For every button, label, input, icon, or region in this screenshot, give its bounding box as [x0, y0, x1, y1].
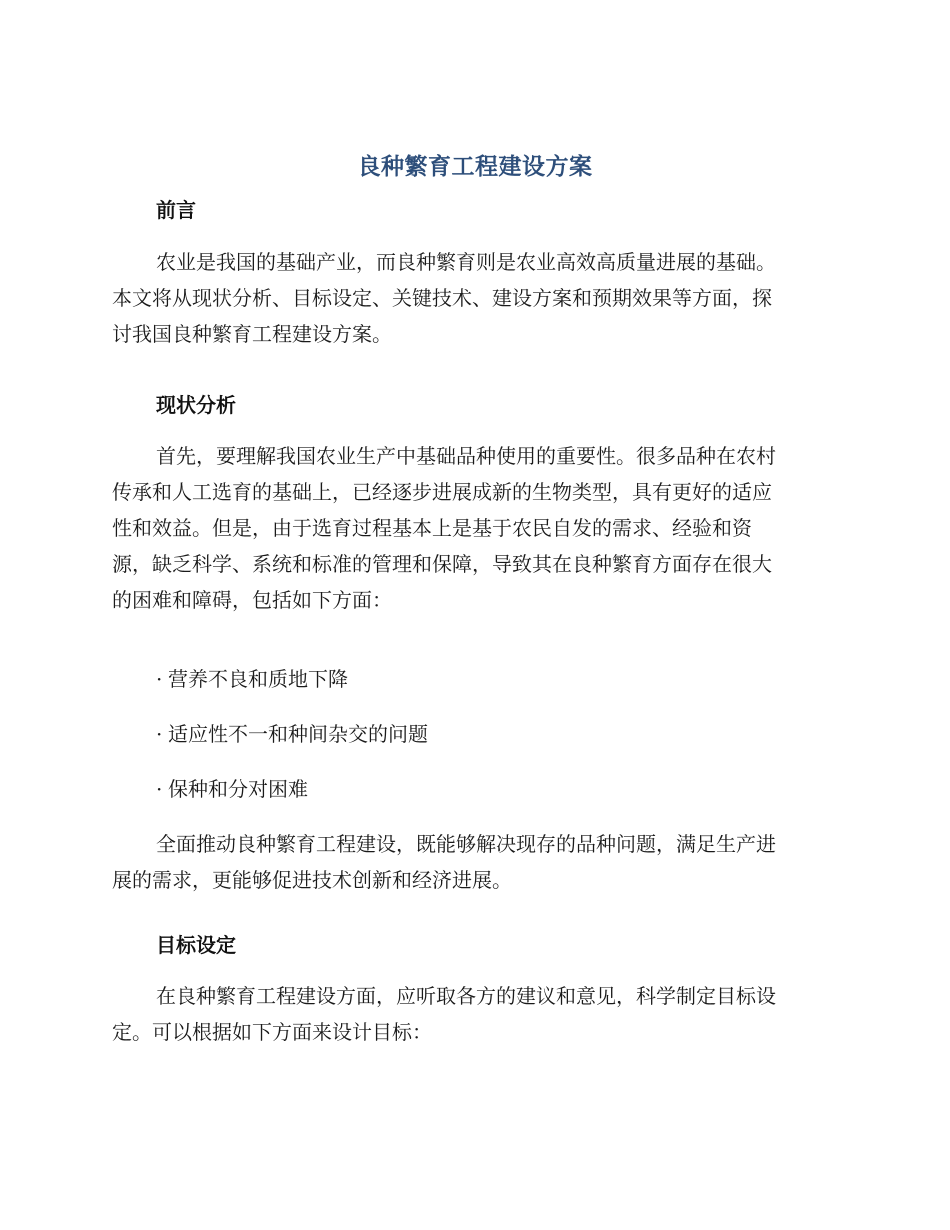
- document-title: 良种繁育工程建设方案: [357, 154, 593, 180]
- bullet-marker: ·: [156, 777, 163, 801]
- section-heading-goals: 目标设定: [156, 933, 236, 957]
- bullet-text: 营养不良和质地下降: [168, 667, 348, 691]
- bullet-marker: ·: [156, 667, 163, 691]
- paragraph-line: 本文将从现状分析、目标设定、关键技术、建设方案和预期效果等方面，探: [112, 286, 772, 310]
- paragraph-line: 农业是我国的基础产业，而良种繁育则是农业高效高质量进展的基础。: [156, 250, 776, 274]
- bullet-text: 适应性不一和种间杂交的问题: [168, 722, 428, 746]
- paragraph-line: 的困难和障碍，包括如下方面：: [112, 588, 392, 612]
- bullet-item: [156, 661, 348, 697]
- bullet-item: [156, 771, 308, 807]
- paragraph-line: 性和效益。但是，由于选育过程基本上是基于农民自发的需求、经验和资: [112, 516, 752, 540]
- paragraph-line: 传承和人工选育的基础上，已经逐步进展成新的生物类型，具有更好的适应: [112, 480, 772, 504]
- bullet-marker: ·: [156, 722, 163, 746]
- section-heading-preface: 前言: [156, 198, 196, 222]
- paragraph-line: 讨我国良种繁育工程建设方案。: [112, 322, 392, 346]
- paragraph-line: 源，缺乏科学、系统和标准的管理和保障，导致其在良种繁育方面存在很大: [112, 552, 772, 576]
- paragraph-line: 在良种繁育工程建设方面，应听取各方的建议和意见，科学制定目标设: [156, 984, 776, 1008]
- goals-paragraph: [112, 978, 832, 1050]
- section-heading-status: 现状分析: [156, 393, 236, 417]
- paragraph-line: 定。可以根据如下方面来设计目标：: [112, 1020, 432, 1044]
- paragraph-line: 首先，要理解我国农业生产中基础品种使用的重要性。很多品种在农村: [156, 444, 776, 468]
- preface-paragraph: [112, 244, 832, 352]
- status-paragraph-1: [112, 438, 832, 618]
- status-paragraph-2: [112, 826, 832, 898]
- bullet-item: [156, 716, 428, 752]
- paragraph-line: 全面推动良种繁育工程建设，既能够解决现存的品种问题，满足生产进: [156, 832, 776, 856]
- bullet-text: 保种和分对困难: [168, 777, 308, 801]
- paragraph-line: 展的需求，更能够促进技术创新和经济进展。: [112, 868, 512, 892]
